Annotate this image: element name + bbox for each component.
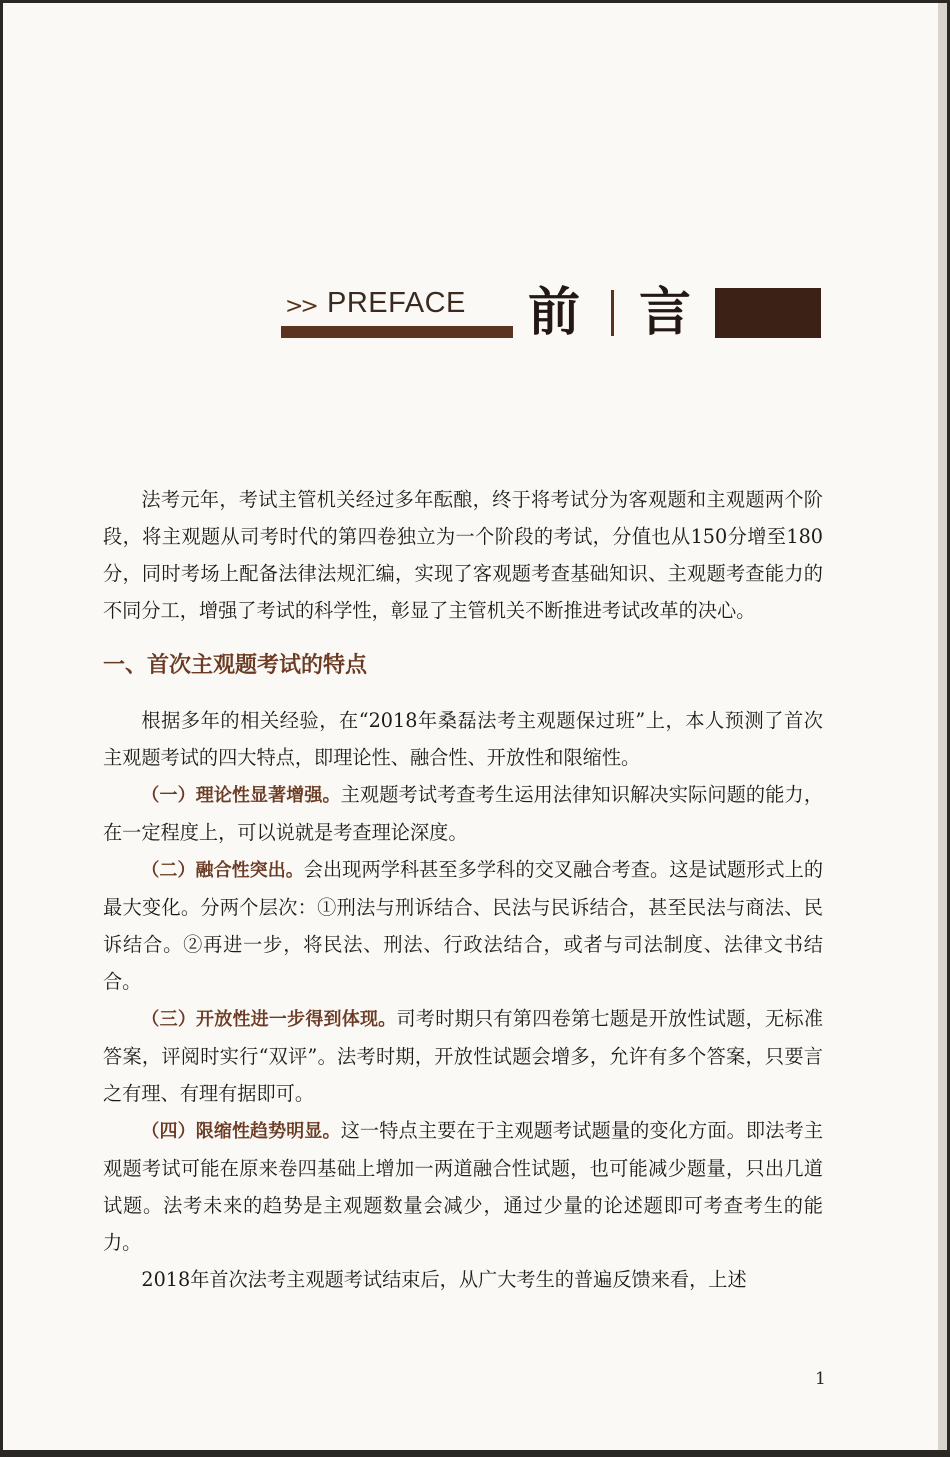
feature-4-text: 这一特点主要在于主观题考试题量的变化方面。即法考主观题考试可能在原来卷四基础上增加一两道融合性试题，也可能减少题量，只出几道试题。法考未来的趋势是主观题数量会减少，通过少量的论述题即可考查考生的能力。 <box>103 1119 824 1254</box>
body-text <box>103 481 823 1298</box>
page-number: 1 <box>815 1369 826 1389</box>
section-heading: 一、首次主观题考试的特点 <box>103 653 368 678</box>
book-page <box>3 3 938 1450</box>
paragraph-prediction: 根据多年的相关经验，在“2018年桑磊法考主观题保过班”上，本人预测了首次主观题考试的四大特点，即理论性、融合性、开放性和限缩性。 <box>103 709 823 769</box>
banner-block-bar <box>715 288 821 338</box>
paragraph-feature-2 <box>103 851 823 1000</box>
paragraph-conclusion: 2018年首次法考主观题考试结束后，从广大考生的普遍反馈来看，上述 <box>141 1268 747 1291</box>
feature-2-label: （二）融合性突出。 <box>141 860 304 881</box>
title-separator <box>611 290 614 336</box>
paragraph-feature-3 <box>103 1000 823 1112</box>
feature-1-text: 主观题考试考查考生运用法律知识解决实际问题的能力，在一定程度上，可以说就是考查理论深度。 <box>103 783 824 844</box>
page-edge <box>938 3 947 1450</box>
feature-1-label: （一）理论性显著增强。 <box>141 785 341 806</box>
feature-3-label: （三）开放性进一步得到体现。 <box>141 1009 397 1030</box>
preface-banner <box>281 284 821 342</box>
banner-underline-bar <box>281 326 513 338</box>
paragraph-feature-1 <box>103 776 823 851</box>
preface-english-title: PREFACE <box>327 287 466 319</box>
paragraph-intro: 法考元年，考试主管机关经过多年酝酿，终于将考试分为客观题和主观题两个阶段，将主观题从司考时代的第四卷独立为一个阶段的考试，分值也从150分增至180分，同时考场上配备法律法规汇编，实现了客观题考查基础知识、主观题考查能力的不同分工，增强了考试的科学性，彰显了主管机关不断推进考试改革的决心。 <box>103 488 823 622</box>
title-char-yan: 言 <box>639 283 692 343</box>
double-chevron-icon: >> <box>285 294 316 319</box>
feature-2-text: 会出现两学科甚至多学科的交叉融合考查。这是试题形式上的最大变化。分两个层次：①刑法与刑诉结合、民法与民诉结合，甚至民法与商法、民诉结合。②再进一步，将民法、刑法、行政法结合，或者与司法制度、法律文书结合。 <box>103 858 824 993</box>
paragraph-feature-4 <box>103 1112 823 1261</box>
feature-4-label: （四）限缩性趋势明显。 <box>141 1121 341 1142</box>
feature-3-text: 司考时期只有第四卷第七题是开放性试题，无标准答案，评阅时实行“双评”。法考时期，开放性试题会增多，允许有多个答案，只要言之有理、有理有据即可。 <box>103 1007 824 1105</box>
title-char-qian: 前 <box>528 283 581 343</box>
